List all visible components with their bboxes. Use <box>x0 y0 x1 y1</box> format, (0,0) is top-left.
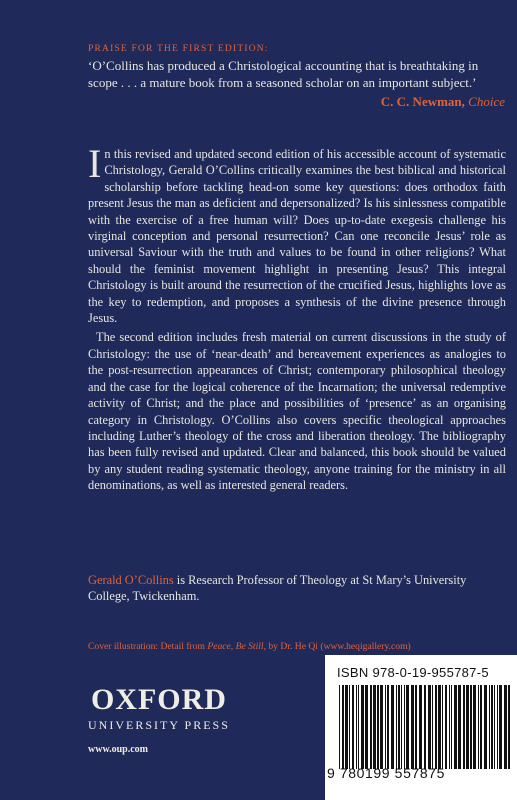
publisher-url: www.oup.com <box>88 744 149 755</box>
publisher-logo <box>88 685 230 733</box>
praise-attribution <box>381 94 505 110</box>
description-paragraph <box>88 141 506 326</box>
barcode-panel <box>325 655 517 800</box>
barcode-icon <box>337 685 512 769</box>
author-name: Gerald O’Collins <box>88 573 174 587</box>
cover-illustration-credit <box>88 641 508 652</box>
author-bio-text: is Research Professor of Theology at St Mary’s University College, Twickenham. <box>88 573 467 604</box>
praise-heading: PRAISE FOR THE FIRST EDITION: <box>88 44 269 54</box>
attribution-source: Choice <box>468 94 505 109</box>
cover-credit-prefix: Cover illustration: Detail from <box>88 641 208 652</box>
attribution-name: C. C. Newman, <box>380 94 465 109</box>
book-description <box>88 141 506 494</box>
barcode-digits: 9 780199 557875 <box>327 765 445 781</box>
drop-cap: I <box>88 141 102 186</box>
cover-credit-title: Peace, Be Still, <box>207 641 266 652</box>
praise-quote: ‘O’Collins has produced a Christological accounting that is breathtaking in scope . . . a mature book from a seasoned scholar on an important subject.’ <box>88 58 479 90</box>
cover-credit-suffix: by Dr. He Qi (www.heqigallery.com) <box>265 641 411 652</box>
isbn-label: ISBN 978-0-19-955787-5 <box>337 665 489 680</box>
paragraph-one-text: n this revised and updated second edition of his accessible account of systematic Christology, Gerald O’Collins critically examines the best biblical and historical scholarship before tackling head-on some key questions: does orthodox faith present Jesus the man as deficient and depersonalized? Is his sinlessness compatible with the exercise of a free human will? Does up-to-date exegesis challenge his virginal conception and personal resurrection? Can one reconcile Jesus’ role as universal Saviour with the truth and values to be found in other religions? What should the feminist movement highlight in presenting Jesus? This integral Christology is built around the resurrection of the crucified Jesus, highlights love as the key to redemption, and proposes a synthesis of the divine presence through Jesus. <box>88 147 506 326</box>
description-paragraph-two: The second edition includes fresh material on current discussions in the study of Christology: the use of ‘near-death’ and bereavement experiences as analogies to the post-resurrection appearances of Christ; contemporary philosophical theology and the case for the logical coherence of the Incarnation; the universal redemptive activity of Christ; and the place and possibilities of ‘presence’ as an organising category in Christology. O’Collins also covers specific theological approaches including Luther’s theology of the cross and liberation theology. The bibliography has been fully revised and updated. Clear and balanced, this book should be valued by any student reading systematic theology, anyone training for the ministry in all denominations, as well as interested general readers. <box>88 330 506 493</box>
author-bio <box>88 572 506 605</box>
publisher-name: OXFORD <box>90 683 227 716</box>
publisher-press: UNIVERSITY PRESS <box>88 718 230 732</box>
